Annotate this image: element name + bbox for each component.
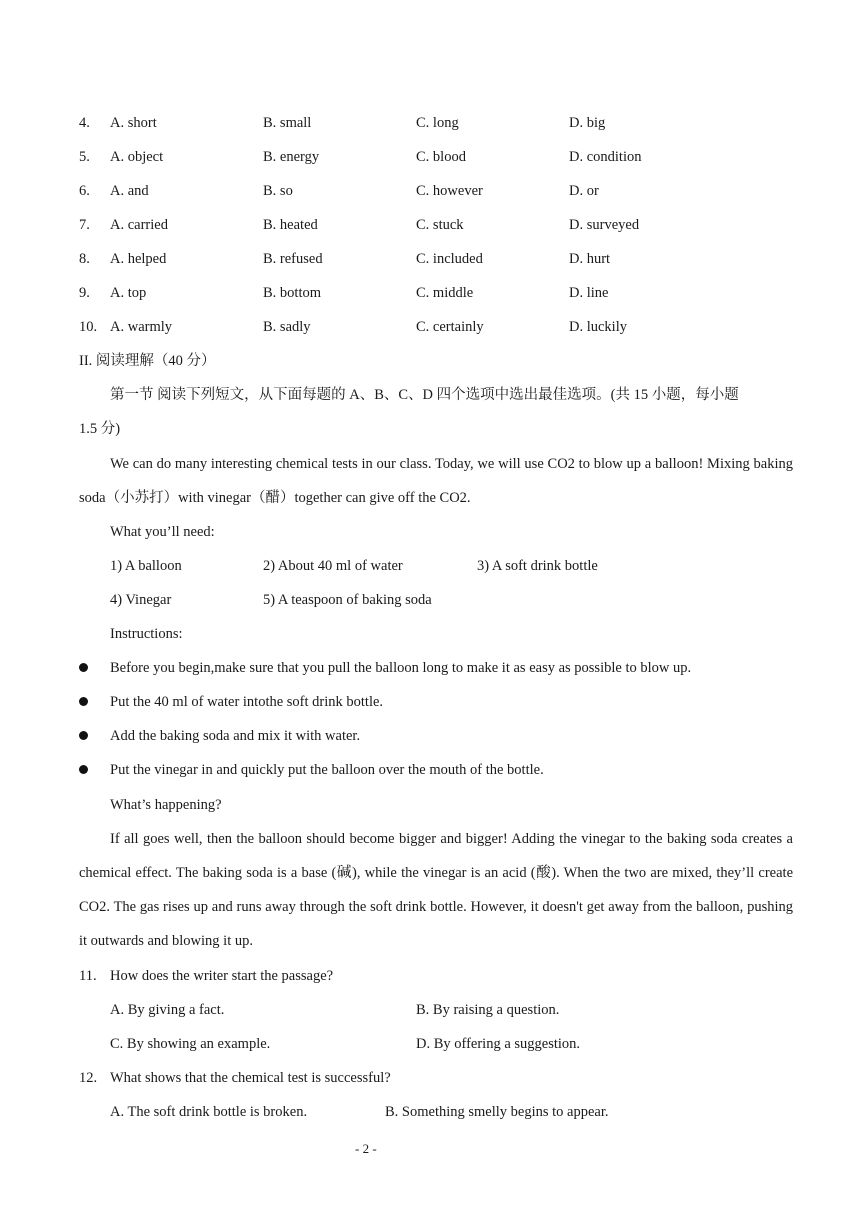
question-text: What shows that the chemical test is successful?	[110, 1070, 391, 1086]
answer-option-c: C. By showing an example.	[110, 1036, 271, 1052]
option-d: D. big	[569, 115, 606, 131]
option-b: B. small	[263, 115, 312, 131]
answer-option-a: A. By giving a fact.	[110, 1002, 225, 1018]
option-a: A. top	[110, 285, 147, 301]
option-row	[79, 113, 799, 133]
bullet-icon	[79, 731, 88, 740]
option-c: C. blood	[416, 149, 466, 165]
bullet-icon	[79, 765, 88, 774]
need-item: 1) A balloon	[110, 558, 182, 574]
passage-explanation	[79, 822, 793, 958]
option-row	[79, 215, 799, 235]
answer-option-a: A. The soft drink bottle is broken.	[110, 1104, 308, 1120]
option-a: A. helped	[110, 251, 167, 267]
answer-option-b: B. Something smelly begins to appear.	[385, 1104, 609, 1120]
bullet-icon	[79, 697, 88, 706]
option-b: B. so	[263, 183, 293, 199]
option-d: D. surveyed	[569, 217, 640, 233]
option-c: C. included	[416, 251, 483, 267]
happening-heading: What’s happening?	[110, 797, 222, 813]
option-d: D. or	[569, 183, 599, 199]
option-c: C. stuck	[416, 217, 464, 233]
passage-intro	[79, 447, 793, 515]
need-item: 2) About 40 ml of water	[263, 558, 403, 574]
section-instruction: 第一节 阅读下列短文，从下面每题的 A、B、C、D 四个选项中选出最佳选项。(共 15 小题，每小题	[110, 387, 739, 403]
question-number: 10.	[79, 319, 98, 335]
instruction-item: Put the 40 ml of water intothe soft drink bottle.	[110, 694, 384, 710]
option-row	[79, 283, 799, 303]
option-d: D. condition	[569, 149, 642, 165]
question-number: 9.	[79, 285, 90, 301]
instruction-item: Add the baking soda and mix it with water.	[110, 728, 361, 744]
option-a: A. warmly	[110, 319, 173, 335]
option-a: A. carried	[110, 217, 168, 233]
bullet-icon	[79, 663, 88, 672]
option-d: D. hurt	[569, 251, 611, 267]
option-a: A. short	[110, 115, 157, 131]
option-d: D. luckily	[569, 319, 627, 335]
option-c: C. middle	[416, 285, 474, 301]
option-c: C. however	[416, 183, 483, 199]
passage-explanation-text: If all goes well, then the balloon should become bigger and bigger! Adding the vinegar to the baking soda creates a chemical effect. The baking soda is a base (碱), while the vinegar is an acid (酸). When the two are mixed, they’ll create CO2. The gas rises up and runs away through the soft drink bottle. However, it doesn't get away from the balloon, pushing it outwards and blowing it up.	[79, 831, 793, 949]
option-row	[79, 181, 799, 201]
question-number: 4.	[79, 115, 90, 131]
option-a: A. object	[110, 149, 164, 165]
question-number: 12.	[79, 1070, 98, 1086]
instruction-item: Put the vinegar in and quickly put the balloon over the mouth of the bottle.	[110, 762, 544, 778]
question-number: 7.	[79, 217, 90, 233]
question-text: How does the writer start the passage?	[110, 968, 334, 984]
option-row	[79, 317, 799, 337]
instructions-heading: Instructions:	[110, 626, 183, 642]
option-row	[79, 147, 799, 167]
option-d: D. line	[569, 285, 609, 301]
question-number: 11.	[79, 968, 97, 984]
option-row	[79, 249, 799, 269]
option-b: B. sadly	[263, 319, 311, 335]
option-b: B. refused	[263, 251, 323, 267]
need-item: 3) A soft drink bottle	[477, 558, 598, 574]
option-b: B. energy	[263, 149, 320, 165]
section-title: II. 阅读理解（40 分）	[79, 353, 216, 369]
option-b: B. bottom	[263, 285, 322, 301]
answer-option-d: D. By offering a suggestion.	[416, 1036, 581, 1052]
section-instruction-cont: 1.5 分)	[79, 421, 121, 437]
needs-heading: What you’ll need:	[110, 524, 215, 540]
answer-option-b: B. By raising a question.	[416, 1002, 560, 1018]
instruction-item: Before you begin,make sure that you pull the balloon long to make it as easy as possible to blow up.	[110, 660, 692, 676]
need-item: 5) A teaspoon of baking soda	[263, 592, 432, 608]
option-b: B. heated	[263, 217, 318, 233]
option-c: C. certainly	[416, 319, 484, 335]
option-a: A. and	[110, 183, 149, 199]
question-number: 8.	[79, 251, 90, 267]
question-number: 6.	[79, 183, 90, 199]
option-c: C. long	[416, 115, 459, 131]
need-item: 4) Vinegar	[110, 592, 172, 608]
page-number: - 2 -	[355, 1141, 377, 1156]
question-number: 5.	[79, 149, 90, 165]
passage-intro-text: We can do many interesting chemical tests in our class. Today, we will use CO2 to blow up a balloon! Mixing baking soda（小苏打）with vinegar（醋）together can give off the CO2.	[79, 456, 793, 506]
